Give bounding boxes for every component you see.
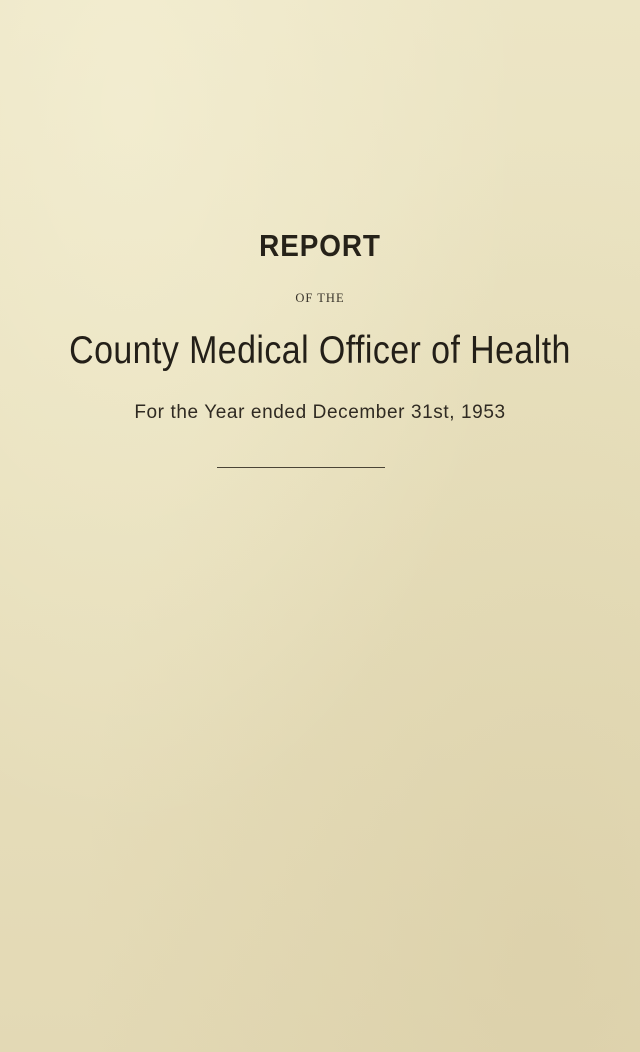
of-the-label: OF THE xyxy=(295,291,345,305)
horizontal-rule xyxy=(217,467,385,468)
year-subtitle: For the Year ended December 31st, 1953 xyxy=(134,402,506,423)
main-heading: County Medical Officer of Health xyxy=(69,329,571,372)
report-title: REPORT xyxy=(259,228,381,263)
